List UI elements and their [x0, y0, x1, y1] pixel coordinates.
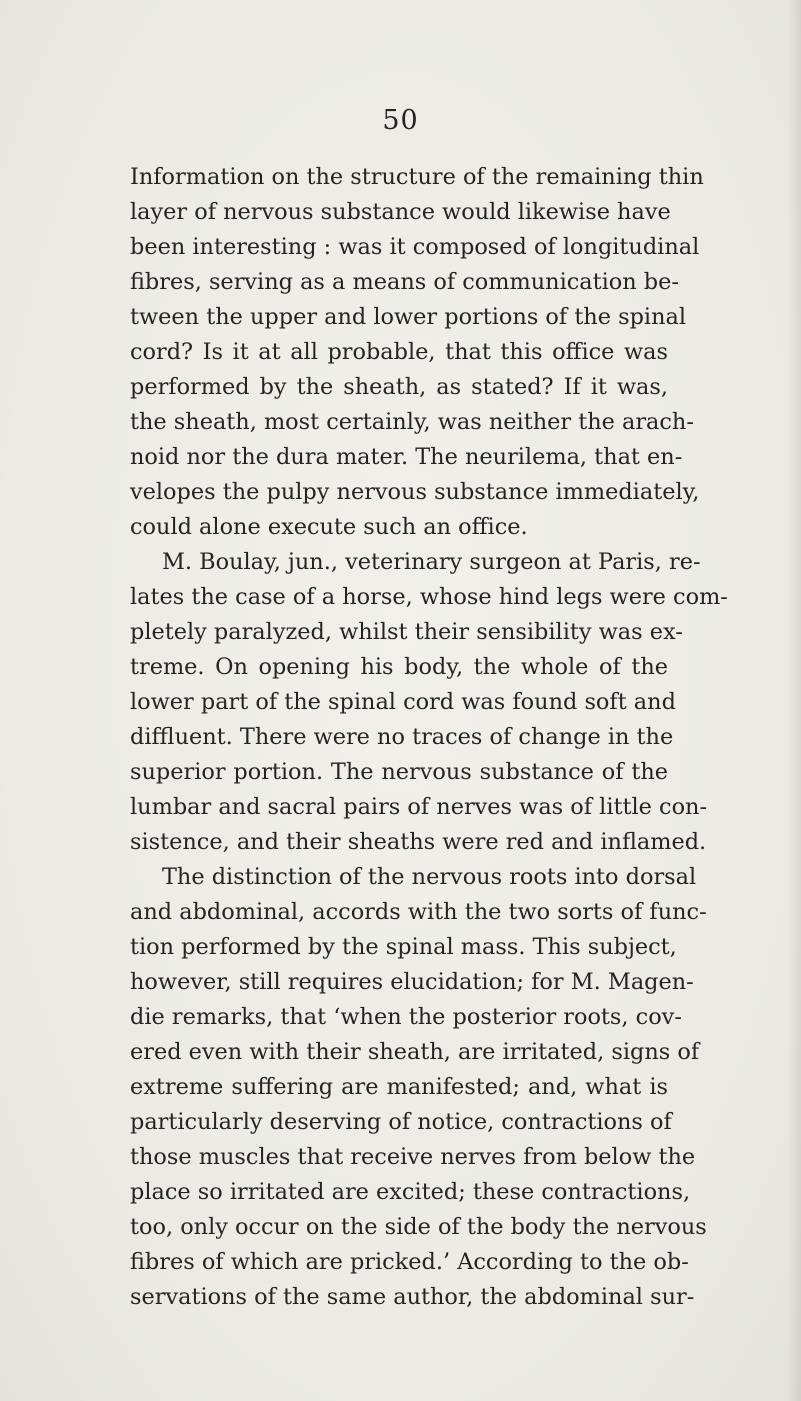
text-line: fibres of which are pricked.’ According to the ob-: [130, 1249, 689, 1275]
text-line: velopes the pulpy nervous substance immediately,: [130, 479, 700, 505]
text-line: layer of nervous substance would likewise have: [130, 199, 671, 225]
text-line: Information on the structure of the remaining thin: [130, 164, 704, 190]
text-line: lower part of the spinal cord was found soft and: [130, 689, 676, 715]
text-line: place so irritated are excited; these contractions,: [130, 1179, 691, 1205]
text-line: extreme suffering are manifested; and, what is: [130, 1074, 668, 1100]
text-line: those muscles that receive nerves from below the: [130, 1144, 696, 1170]
text-line: performed by the sheath, as stated? If it was,: [130, 374, 668, 400]
body-text: [130, 160, 728, 1315]
text-line: however, still requires elucidation; for M. Magen-: [130, 969, 694, 995]
text-line: superior portion. The nervous substance of the: [130, 759, 668, 785]
text-line: lates the case of a horse, whose hind legs were com-: [130, 584, 728, 610]
page-edge-shadow: [787, 0, 801, 1401]
paragraph-end-line: sistence, and their sheaths were red and inflamed.: [130, 829, 707, 855]
text-line: tion performed by the spinal mass. This subject,: [130, 934, 677, 960]
text-line: die remarks, that ‘when the posterior roots, cov-: [130, 1004, 682, 1030]
text-line: servations of the same author, the abdominal sur-: [130, 1284, 695, 1310]
text-line: too, only occur on the side of the body the nervous: [130, 1214, 707, 1240]
text-line: lumbar and sacral pairs of nerves was of little con-: [130, 794, 708, 820]
paragraph-start-line: The distinction of the nervous roots into dorsal: [162, 864, 697, 890]
text-line: diffluent. There were no traces of change in the: [130, 724, 674, 750]
text-line: cord? Is it at all probable, that this office was: [130, 339, 668, 365]
text-line: treme. On opening his body, the whole of the: [130, 654, 668, 680]
paragraph-end-line: could alone execute such an office.: [130, 514, 528, 540]
paragraph-start-line: M. Boulay, jun., veterinary surgeon at Paris, re-: [162, 549, 701, 575]
page-number: 50: [382, 105, 419, 136]
text-line: noid nor the dura mater. The neurilema, that en-: [130, 444, 683, 470]
text-line: been interesting : was it composed of longitudinal: [130, 234, 700, 260]
text-line: ered even with their sheath, are irritated, signs of: [130, 1039, 700, 1065]
text-line: tween the upper and lower portions of the spinal: [130, 304, 687, 330]
text-line: particularly deserving of notice, contractions of: [130, 1109, 672, 1135]
text-line: the sheath, most certainly, was neither the arach-: [130, 409, 694, 435]
text-line: pletely paralyzed, whilst their sensibility was ex-: [130, 619, 683, 645]
text-line: fibres, serving as a means of communication be-: [130, 269, 679, 295]
text-line: and abdominal, accords with the two sorts of func-: [130, 899, 707, 925]
